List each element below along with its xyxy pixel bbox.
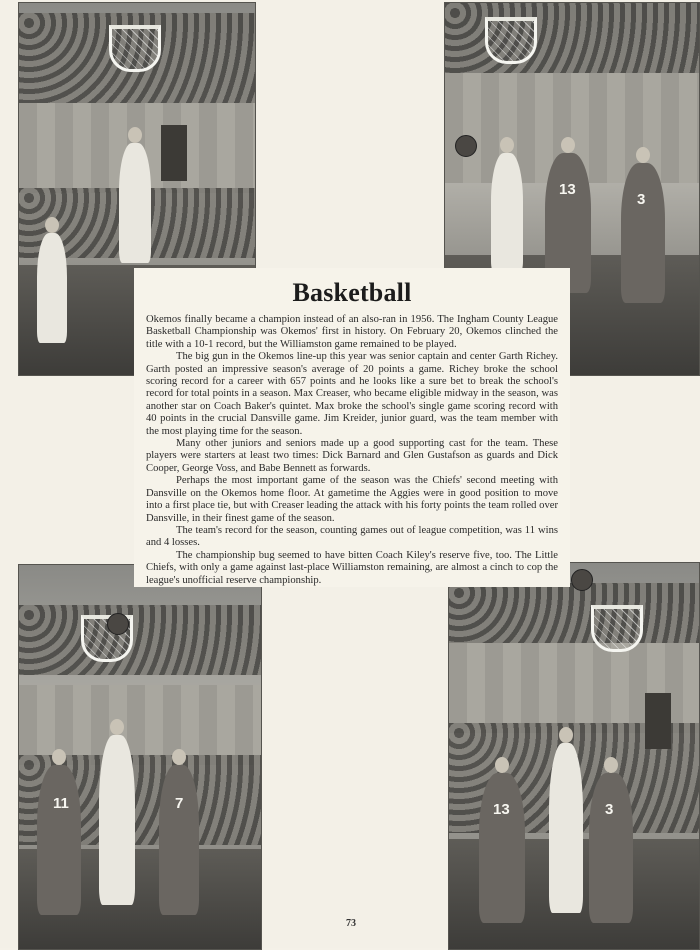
basketball-icon <box>571 569 593 591</box>
basketball-icon <box>107 613 129 635</box>
photo-bottom-left <box>18 564 262 950</box>
article-block <box>134 268 570 587</box>
jersey-number: 13 <box>493 801 510 818</box>
article-title: Basketball <box>292 278 412 307</box>
jersey-number: 7 <box>175 795 184 812</box>
jersey-number: 3 <box>637 191 646 208</box>
page-number: 73 <box>346 918 356 929</box>
article-paragraph: The big gun in the Okemos line-up this year was senior captain and center Garth Richey. Garth posted an impressive season's average of 20 points a game. Richey broke the school scoring record for a career with 657 points and he looks like a sure bet to break the school's record for total points in a season. Max Creaser, who became eligible midway in the season, was another star on Coach Baker's quintet. Max broke the school's single game scoring record with 40 points in the crucial Dansville game. Jim Kreider, junior guard, was the team member with the most playing time for the season. <box>146 351 558 437</box>
photo-bottom-right <box>448 562 700 950</box>
jersey-number: 11 <box>53 795 69 812</box>
jersey-number: 13 <box>559 181 576 198</box>
basketball-hoop-icon <box>591 605 643 652</box>
basketball-hoop-icon <box>485 17 537 64</box>
article-paragraph: The championship bug seemed to have bitten Coach Kiley's reserve five, too. The Little Chiefs, with only a game against last-place Williamston remaining, are almost a cinch to cop the league's unofficial reserve championship. <box>146 549 558 586</box>
jersey-number: 3 <box>605 801 614 818</box>
article-paragraph: Many other juniors and seniors made up a good supporting cast for the team. These players were starters at least two times: Dick Barnard and Glen Gustafson as guards and Dick Cooper, George Voss, and Babe Bennett as forwards. <box>146 438 558 474</box>
article-paragraph: Perhaps the most important game of the season was the Chiefs' second meeting with Dansville on the Okemos home floor. At gametime the Aggies were in good position to move into a first place tie, but with Creaser leading the attack with his forty points the team rolled over Dansville, in their finest game of the season. <box>146 475 558 524</box>
article-paragraph: The team's record for the season, counting games out of league competition, was 11 wins and 4 losses. <box>146 524 558 549</box>
article-body <box>134 314 570 587</box>
basketball-hoop-icon <box>109 25 161 72</box>
article-paragraph: Okemos finally became a champion instead of an also-ran in 1956. The Ingham County League Basketball Championship was Okemos' first in history. On February 20, Okemos clinched the title with a 10-1 record, but the Williamston game remained to be played. <box>146 314 558 350</box>
basketball-icon <box>455 135 477 157</box>
